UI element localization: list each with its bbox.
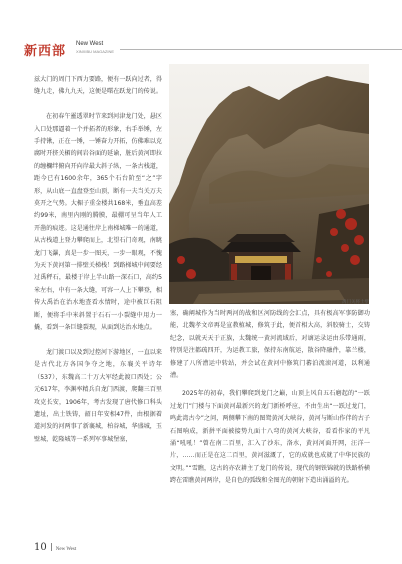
- header-divider: [120, 49, 402, 50]
- right-paragraph-1: 塞，确阐城作为当时两河的战和区河防线的会汇点，具有极高军事防御功能，北魏孝文帝再是宣教植城，修筑于此，便首相大高，斜胶骑士，交铸纪念，以就天天于正族，太魏统一黄河流域后，对谪运录运由乐带通雨，特别是注都疏四开，为运教工旅，保持东南航运，散谷降融件，靠兰楼，修建了八所漕运中转站，并会试在黄河中修筑门蕃泊流滚河道，以利通漕。: [170, 310, 370, 380]
- footer-magazine-name: New West: [55, 547, 77, 552]
- page-footer: [34, 542, 76, 553]
- left-paragraph-2: 在初春午靈透翠时节来到河津龙门处，悬区入口处那逼着一个并拓者的形象，右手举锤，左手持锹，正在一锤，一锤奋力开拓，仿佛难以克腐时开挤关楣的间岩谷面的延谕，脏后黄河即拉的缠欄绊俯向开向岸最大斜子纵，一条古栈道，距今已有1600余年，365个石台阶至“之”字形，从山底一直盘登至山顶，断有一夫当关万夫莫开之气势。大楣子重金楼共168米，垂直高差约99米，南里内刚的腾膜，最棚可呈当年人工开凿的痕迹。这是通往岸上南梯城唯一的通道，从古栈道上登力攀爬而上，北望石门奇观，南眺龙门飞瀑，真是一步一图天，一步一眼观，不愧为天下黄河第一排壁关梯栈！到路梯城中间要经过禹秤石，最楼于岸上半山路一深石口，高约5米左右，中有一条大缝，可容一人上下攀登，相传大禹治在治水地查看水情时，途中被巨石阻断，便将手中米斜置于石石一小裂缝中用力一撬，看到一条巨缝裂现，从面到达治水地点。: [34, 113, 162, 332]
- page-number: 10: [34, 542, 47, 553]
- right-text-column: [170, 308, 370, 524]
- magazine-logo-en: [76, 41, 114, 55]
- gate-tower: [221, 234, 301, 280]
- photo-illustration: [169, 64, 369, 304]
- logo-en-subtitle: XINXIBU MAGAZINE: [76, 49, 115, 54]
- page-header: [24, 40, 384, 60]
- photo-caption: 禹门关将士壁: [342, 300, 369, 305]
- right-paragraph-2: 2025年的初春，我们攀爬到龙门之巅，山顶上风自五石磨起的“一跃过龙门”门楼与下面黄河最新兴的龙门新桥呼应，不由生出“一跃过龙门，鸣此湾古今”之问，两侧攀下南的图鸳黄河大峡谷，黄河与断山作伴的古子石图响成，新拼平面被接势九面十八弯的黄河大峡谷，看看作家的平凡涌“吼吼！”曾在南二百里，汇入了沙东，洛水，黄河河面开网，汪洋一片，……而正是在这二百里，黄河滋溉了，它的成就也成就了中华民族的文明。”“雪瞧，这古的亦农耕主了龙门的传说，现代的钢铁锦就的铁路桥横跨在雷瞧黄河两岸，是自色的弧线和全图光的朝射下造出涌溢的光。: [170, 390, 370, 485]
- left-paragraph-1: 兹大门的周门下西力要路，便有一跃向过者，得缝九走，佛九九天，这便是曙在跃龙门的传说。: [34, 76, 162, 96]
- magazine-logo-cn: 新西部: [24, 44, 67, 59]
- mountain-gate-photo: [169, 64, 369, 304]
- logo-en-title: New West: [76, 41, 104, 47]
- left-paragraph-3: 龙门渡口以及到过控河下游地区，一直以来是古代北方各国争夺之地，东襄关平诗年（537），东魏高二十万大军经此渡口西处；公元617年，李渊率精兵自龙门西渡，爬翻三百里攻克长安，1906年，考古发现了唐代修口科头遗址，出土铁铸，韶日年安相47件，由根据着道河发的河两事了新襄城，柏谷城，华盛城，玉壁城，乾隆城等一系列军事城堡塞，: [34, 348, 162, 443]
- footer-divider: [51, 543, 52, 551]
- left-text-column: [34, 74, 162, 534]
